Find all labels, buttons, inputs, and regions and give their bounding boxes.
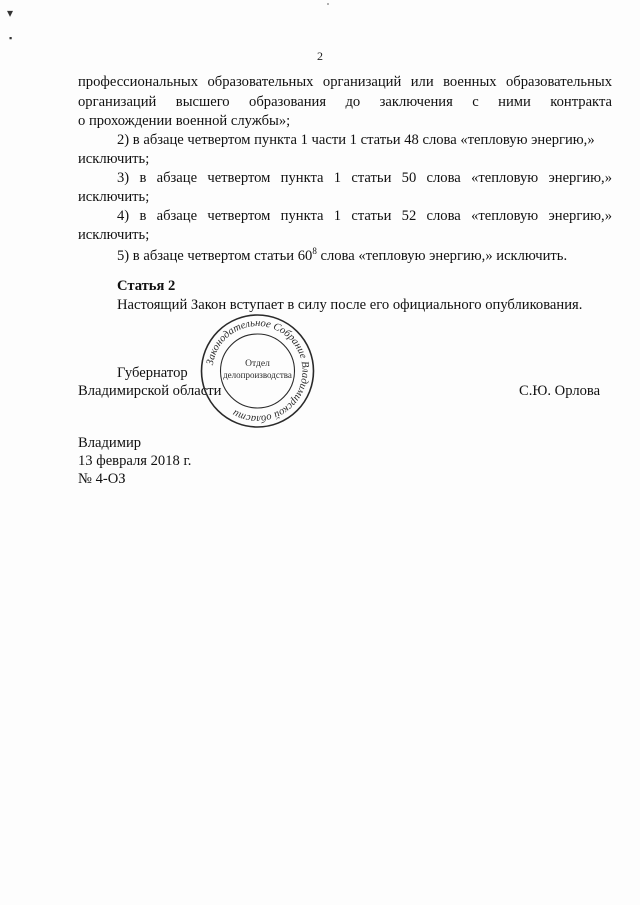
signatory-title: Губернатор (117, 365, 188, 381)
list-item-5-text-end: слова «тепловую энергию,» исключить. (316, 247, 568, 264)
signatory-name: С.Ю. Орлова (519, 383, 601, 399)
superscript: 8 (312, 246, 317, 256)
scan-mark: ▾ (7, 6, 14, 20)
footer-number: № 4-ОЗ (78, 471, 126, 487)
article-text: Настоящий Закон вступает в силу после его официального опубликования. (117, 297, 583, 313)
stamp-center-line: делопроизводства (223, 370, 292, 380)
paragraph-line: организаций высшего образования до заключения с ними контракта (78, 94, 612, 110)
paragraph-line: о прохождении военной службы»; (78, 113, 291, 129)
signatory-region: Владимирской области (78, 383, 222, 399)
list-item-2: 2) в абзаце четвертом пункта 1 части 1 статьи 48 слова «тепловую энергию,» (117, 132, 595, 148)
footer-date: 13 февраля 2018 г. (78, 453, 192, 469)
scan-mark: ▪ (9, 33, 13, 43)
article-heading: Статья 2 (117, 278, 176, 294)
office-stamp (200, 312, 315, 430)
list-item-3-continued: исключить; (78, 189, 150, 205)
list-item-5 (117, 246, 567, 265)
stamp-ring-text: Законодательное Собрание Владимирской области (204, 317, 311, 425)
list-item-4: 4) в абзаце четвертом пункта 1 статьи 52 слова «тепловую энергию,» (117, 208, 612, 224)
list-item-4-continued: исключить; (78, 227, 150, 243)
list-item-5-text: 5) в абзаце четвертом статьи 60 (117, 247, 313, 264)
scan-speck (327, 3, 329, 5)
list-item-2-continued: исключить; (78, 151, 150, 167)
paragraph-line: профессиональных образовательных организаций или военных образовательных (78, 74, 612, 90)
list-item-3: 3) в абзаце четвертом пункта 1 статьи 50 слова «тепловую энергию,» (117, 170, 612, 186)
footer-city: Владимир (78, 435, 142, 451)
page-number: 2 (317, 49, 323, 63)
stamp-center-line: Отдел (245, 359, 270, 369)
